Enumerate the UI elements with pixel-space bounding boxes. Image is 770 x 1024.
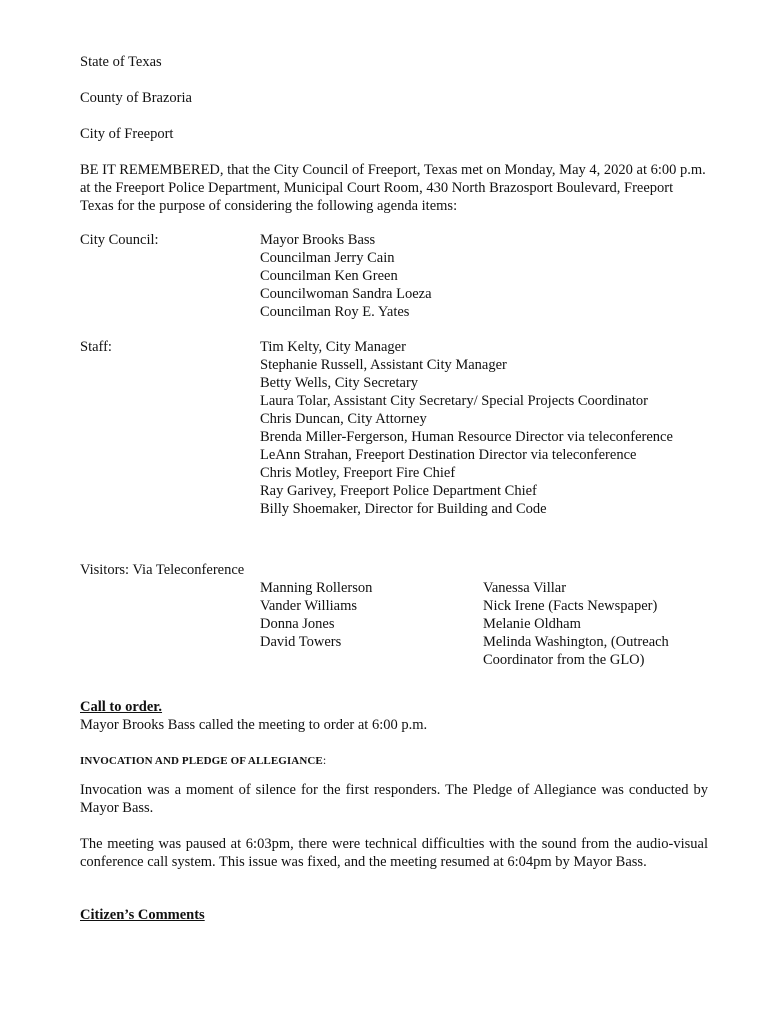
council-list [260,231,432,321]
staff-member: Ray Garivey, Freeport Police Department Chief [260,483,537,499]
visitor-name: David Towers [260,634,342,650]
visitor-name: Donna Jones [260,616,335,632]
invocation-heading: INVOCATION AND PLEDGE OF ALLEGIANCE [80,755,323,767]
state-line: State of Texas [80,54,162,70]
invocation-heading-colon: : [322,753,327,767]
council-member: Mayor Brooks Bass [260,232,376,248]
council-member: Councilman Ken Green [260,268,398,284]
visitors-label: Visitors: Via Teleconference [80,562,245,578]
citizens-comments-heading: Citizen’s Comments [80,907,205,923]
staff-member: Brenda Miller-Fergerson, Human Resource Director via teleconference [260,429,673,445]
visitor-name: Vanessa Villar [483,580,567,596]
staff-member: Tim Kelty, City Manager [260,339,406,355]
visitors-column-2 [483,579,713,669]
staff-member: Chris Motley, Freeport Fire Chief [260,465,456,481]
visitor-name: Coordinator from the GLO) [483,652,645,668]
council-member: Councilwoman Sandra Loeza [260,286,432,302]
council-member: Councilman Roy E. Yates [260,304,410,320]
visitor-name: Melinda Washington, (Outreach [483,634,669,650]
invocation-heading-line [80,751,326,770]
call-to-order-heading: Call to order. [80,699,163,715]
pause-paragraph: The meeting was paused at 6:03pm, there were technical difficulties with the sound from the audio-visual conference call system. This issue was fixed, and the meeting resumed at 6:04pm by Mayor Bass. [80,836,708,870]
visitor-name: Vander Williams [260,598,358,614]
council-member: Councilman Jerry Cain [260,250,395,266]
staff-label: Staff: [80,339,112,355]
staff-member: LeAnn Strahan, Freeport Destination Director via teleconference [260,447,637,463]
call-to-order-text: Mayor Brooks Bass called the meeting to order at 6:00 p.m. [80,717,428,733]
council-label: City Council: [80,232,159,248]
county-line: County of Brazoria [80,90,192,106]
staff-member: Laura Tolar, Assistant City Secretary/ Special Projects Coordinator [260,393,648,409]
intro-paragraph: BE IT REMEMBERED, that the City Council of Freeport, Texas met on Monday, May 4, 2020 at 6:00 p.m. at the Freeport Police Department, Municipal Court Room, 430 North Brazosport Boulevard, Freeport Texas for the purpose of considering the following agenda items: [80,162,706,214]
visitors-column-1 [260,579,372,651]
staff-list [260,338,673,518]
city-line: City of Freeport [80,126,174,142]
visitor-name: Nick Irene (Facts Newspaper) [483,598,658,614]
staff-member: Billy Shoemaker, Director for Building and Code [260,501,547,517]
staff-member: Stephanie Russell, Assistant City Manager [260,357,507,373]
visitor-name: Melanie Oldham [483,616,581,632]
staff-member: Chris Duncan, City Attorney [260,411,427,427]
visitor-name: Manning Rollerson [260,580,373,596]
staff-member: Betty Wells, City Secretary [260,375,419,391]
invocation-paragraph: Invocation was a moment of silence for the first responders. The Pledge of Allegiance was conducted by Mayor Bass. [80,782,708,816]
